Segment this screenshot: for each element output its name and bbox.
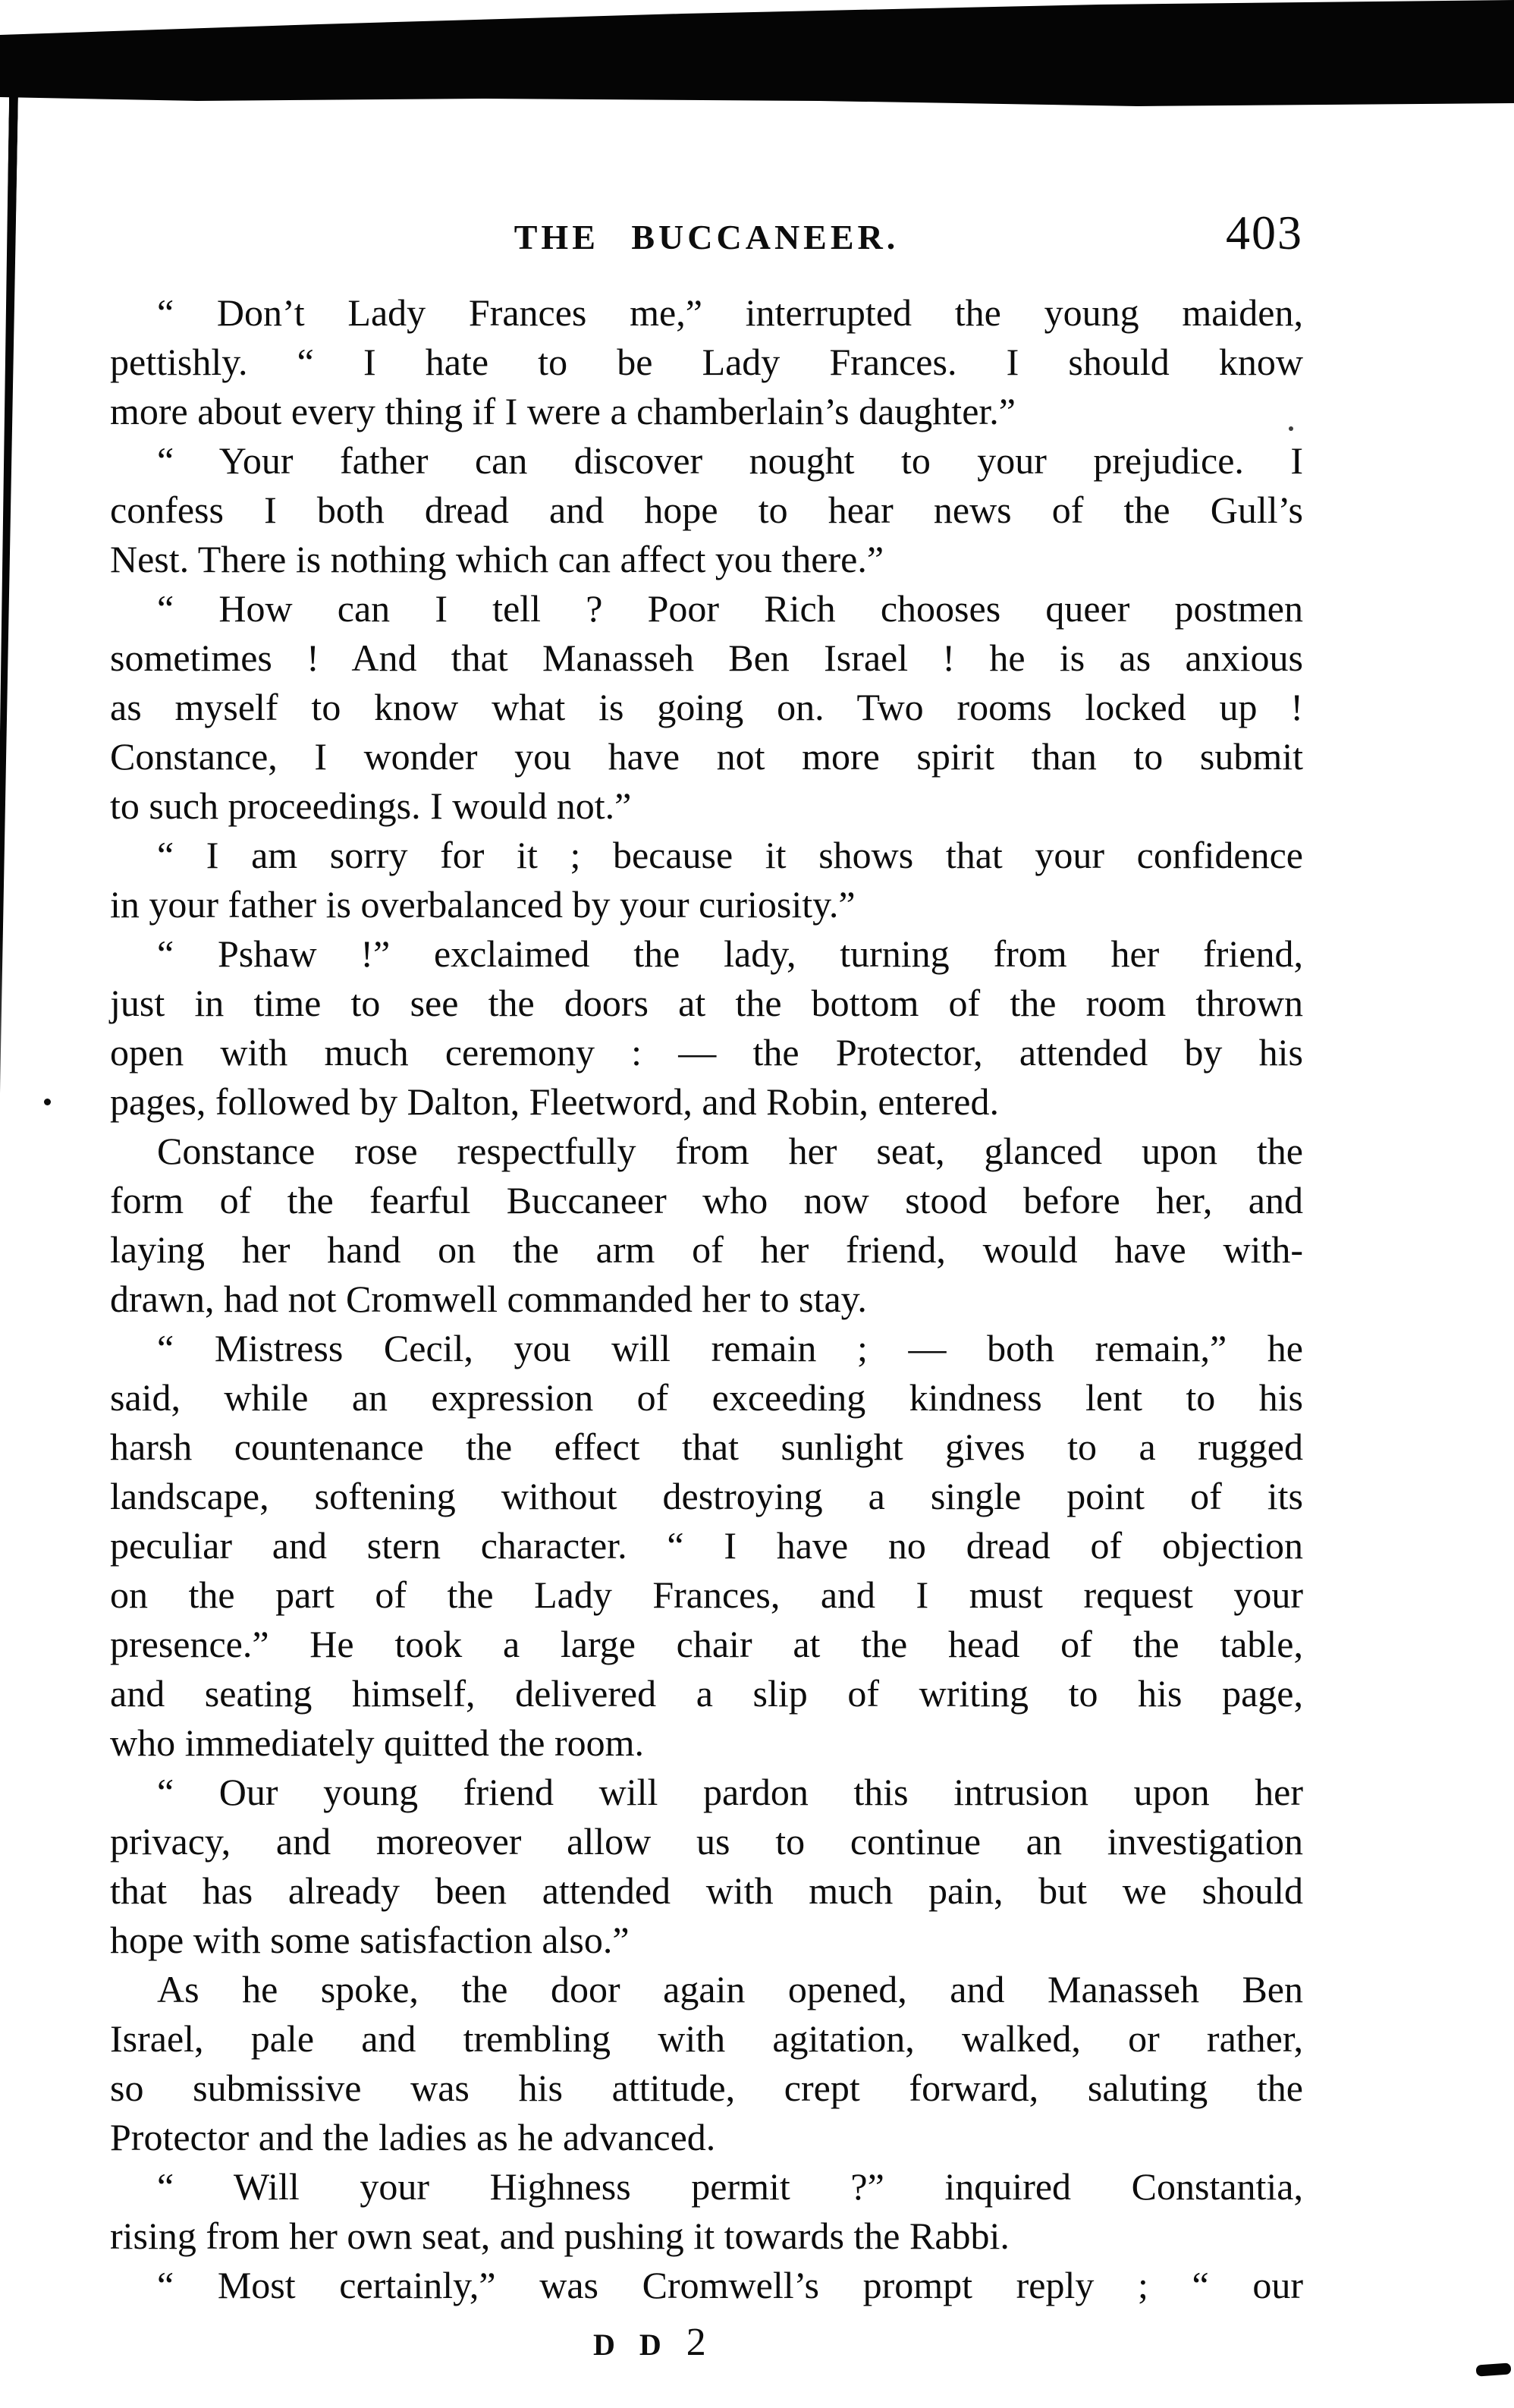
scan-speck [44,1099,51,1105]
text-line: that has already been attended with much pain, but we should [110,1869,1303,1912]
running-header: THE BUCCANEER. [514,218,900,256]
scan-edge-bottom-right-mark [1476,2362,1512,2376]
text-line: Israel, pale and trembling with agitation, walked, or rather, [110,2017,1303,2060]
text-line: to such proceedings. I would not.” [110,784,632,827]
text-line: “ Your father can discover nought to your prejudice. I [157,439,1303,482]
text-line: in your father is overbalanced by your curiosity.” [110,883,856,926]
signature-numeral: 2 [686,2321,709,2364]
text-line: so submissive was his attitude, crept forward, saluting the [110,2067,1303,2109]
text-line: sometimes ! And that Manasseh Ben Israel ! he is as anxious [110,637,1303,679]
text-line: pettishly. “ I hate to be Lady Frances. I should know [110,341,1303,383]
text-line: open with much ceremony : — the Protector, attended by his [110,1031,1303,1074]
text-line: “ Will your Highness permit ?” inquired Constantia, [157,2165,1303,2208]
text-line: just in time to see the doors at the bottom of the room thrown [110,982,1303,1024]
text-line: hope with some satisfaction also.” [110,1919,630,1961]
scan-edge-left-line [0,96,18,1294]
scan-edge-top-bar [0,0,1514,110]
text-line: landscape, softening without destroying a single point of its [110,1475,1303,1517]
signature-letters: D D [593,2328,664,2362]
text-line: “ I am sorry for it ; because it shows that your confidence [157,834,1303,876]
page-number: 403 [1226,206,1303,259]
text-line: peculiar and stern character. “ I have no dread of objection [110,1524,1303,1567]
text-line: confess I both dread and hope to hear news of the Gull’s [110,489,1303,531]
text-line: as myself to know what is going on. Two rooms locked up ! [110,686,1303,728]
text-line: said, while an expression of exceeding kindness lent to his [110,1376,1303,1419]
text-line: drawn, had not Cromwell commanded her to stay. [110,1278,867,1320]
text-line: Constance, I wonder you have not more spirit than to submit [110,735,1303,778]
text-line: Nest. There is nothing which can affect you there.” [110,538,884,580]
text-line: harsh countenance the effect that sunlight gives to a rugged [110,1426,1303,1468]
body-text-block [110,288,1303,2310]
text-line: and seating himself, delivered a slip of writing to his page, [110,1672,1303,1715]
printer-signature-mark [593,2320,709,2365]
text-line: Protector and the ladies as he advanced. [110,2116,716,2158]
text-line: “ How can I tell ? Poor Rich chooses queer postmen [157,587,1303,630]
text-line: presence.” He took a large chair at the head of the table, [110,1623,1303,1665]
text-line: “ Pshaw !” exclaimed the lady, turning from her friend, [157,932,1303,975]
text-line: more about every thing if I were a chamberlain’s daughter.” [110,390,1016,432]
text-line: “ Mistress Cecil, you will remain ; — both remain,” he [157,1327,1303,1369]
text-line: form of the fearful Buccaneer who now stood before her, and [110,1179,1303,1221]
text-line: Constance rose respectfully from her seat, glanced upon the [157,1130,1303,1172]
text-line: pages, followed by Dalton, Fleetword, and Robin, entered. [110,1080,999,1123]
text-line: who immediately quitted the room. [110,1721,645,1764]
text-line: “ Don’t Lady Frances me,” interrupted the young maiden, [157,291,1303,334]
text-line: on the part of the Lady Frances, and I must request your [110,1573,1303,1616]
text-line: rising from her own seat, and pushing it towards the Rabbi. [110,2215,1010,2257]
text-line: privacy, and moreover allow us to continue an investigation [110,1820,1303,1863]
text-line: “ Our young friend will pardon this intrusion upon her [157,1771,1303,1813]
text-line: As he spoke, the door again opened, and Manasseh Ben [157,1968,1303,2010]
text-line: laying her hand on the arm of her friend, would have with- [110,1228,1303,1271]
scan-speck [1289,426,1293,431]
text-line: “ Most certainly,” was Cromwell’s prompt reply ; “ our [157,2264,1303,2306]
